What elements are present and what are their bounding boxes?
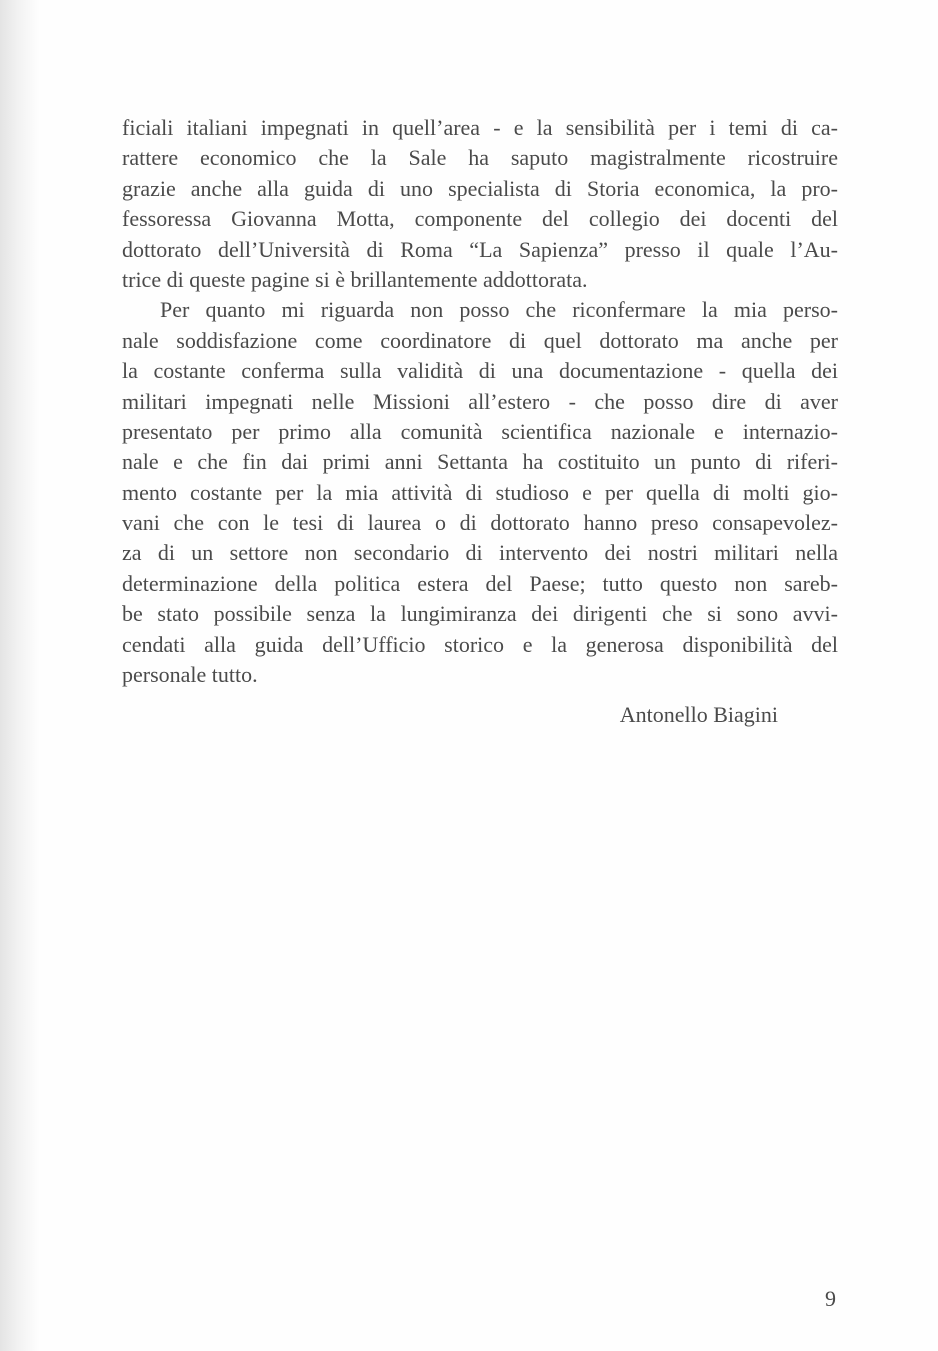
text-line: cendati alla guida dell’Ufficio storico e la generosa disponibilità del	[122, 631, 838, 657]
text-line: dottorato dell’Università di Roma “La Sapienza” presso il quale l’Au-	[122, 236, 838, 262]
text-line: grazie anche alla guida di uno specialista di Storia economica, la pro-	[122, 175, 838, 201]
text-line: determinazione della politica estera del Paese; tutto questo non sareb-	[122, 570, 838, 596]
text-line: presentato per primo alla comunità scientifica nazionale e internazio-	[122, 418, 838, 444]
text-line: personale tutto.	[122, 662, 258, 688]
page-number: 9	[825, 1286, 836, 1311]
text-line: mento costante per la mia attività di studioso e per quella di molti gio-	[122, 479, 838, 505]
text-line: Per quanto mi riguarda non posso che riconfermare la mia perso-	[160, 297, 838, 323]
text-line: za di un settore non secondario di intervento dei nostri militari nella	[122, 540, 838, 566]
page-edge-shadow	[0, 0, 40, 1351]
text-line: nale e che fin dai primi anni Settanta ha costituito un punto di riferi-	[122, 449, 838, 475]
text-line: rattere economico che la Sale ha saputo magistralmente ricostruire	[122, 145, 838, 171]
body-text	[122, 113, 838, 690]
text-line: trice di queste pagine si è brillantemente addottorata.	[122, 266, 588, 292]
text-line: be stato possibile senza la lungimiranza dei dirigenti che si sono avvi-	[122, 601, 838, 627]
text-line: ficiali italiani impegnati in quell’area - e la sensibilità per i temi di ca-	[122, 115, 838, 140]
paragraph-2	[122, 295, 838, 690]
author-signature: Antonello Biagini	[619, 702, 778, 727]
text-line: la costante conferma sulla validità di una documentazione - quella dei	[122, 358, 838, 384]
text-line: militari impegnati nelle Missioni all’estero - che posso dire di aver	[122, 388, 838, 414]
text-line: vani che con le tesi di laurea o di dottorato hanno preso consapevolez-	[122, 510, 838, 536]
text-line: fessoressa Giovanna Motta, componente del collegio dei docenti del	[122, 206, 838, 232]
text-line: nale soddisfazione come coordinatore di quel dottorato ma anche per	[122, 327, 838, 353]
paragraph-1	[122, 113, 838, 295]
